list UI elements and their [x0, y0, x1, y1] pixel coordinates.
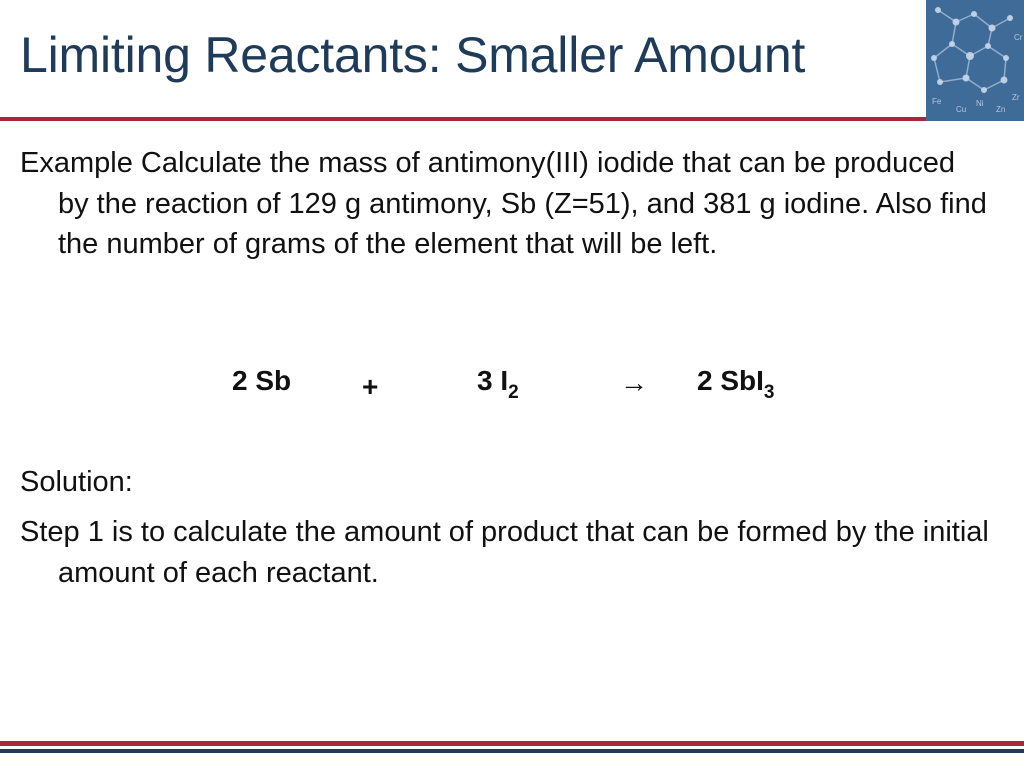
- logo-letter: Cu: [956, 105, 967, 114]
- product-subscript: 3: [763, 382, 775, 403]
- chemical-equation: [0, 365, 1024, 411]
- step-one-paragraph: Step 1 is to calculate the amount of product that can be formed by the initial amount of each reactant.: [20, 516, 989, 589]
- reactant-iodine-subscript: 2: [508, 382, 519, 403]
- slide-title: Limiting Reactants: Smaller Amount: [20, 27, 806, 83]
- title-underline: [0, 117, 926, 121]
- reaction-arrow-icon: →: [620, 367, 648, 398]
- footer-rule-blue: [0, 749, 1024, 753]
- product-base: 2 SbI: [697, 365, 764, 396]
- logo-letter: Ni: [976, 99, 984, 108]
- solution-label: Solution:: [20, 466, 133, 498]
- equation-reactant-antimony: 2 Sb: [232, 365, 292, 396]
- footer-rule-red: [0, 741, 1024, 746]
- equation-reactant-iodine: [477, 365, 519, 403]
- reactant-iodine-base: 3 I: [477, 365, 509, 396]
- example-paragraph: Example Calculate the mass of antimony(III) iodide that can be produced by the reaction of 129 g antimony, Sb (Z=51), and 381 g iodine. Also find the number of grams of the element that will be left.: [20, 147, 987, 260]
- molecule-pattern-icon: [926, 0, 1024, 121]
- logo-letter: Cr: [1014, 33, 1023, 42]
- equation-plus-sign: +: [362, 371, 379, 402]
- logo-letter: Fe: [932, 97, 942, 106]
- equation-product: [697, 365, 775, 403]
- logo-letter: Zr: [1012, 93, 1020, 102]
- logo-letter: Zn: [996, 105, 1006, 114]
